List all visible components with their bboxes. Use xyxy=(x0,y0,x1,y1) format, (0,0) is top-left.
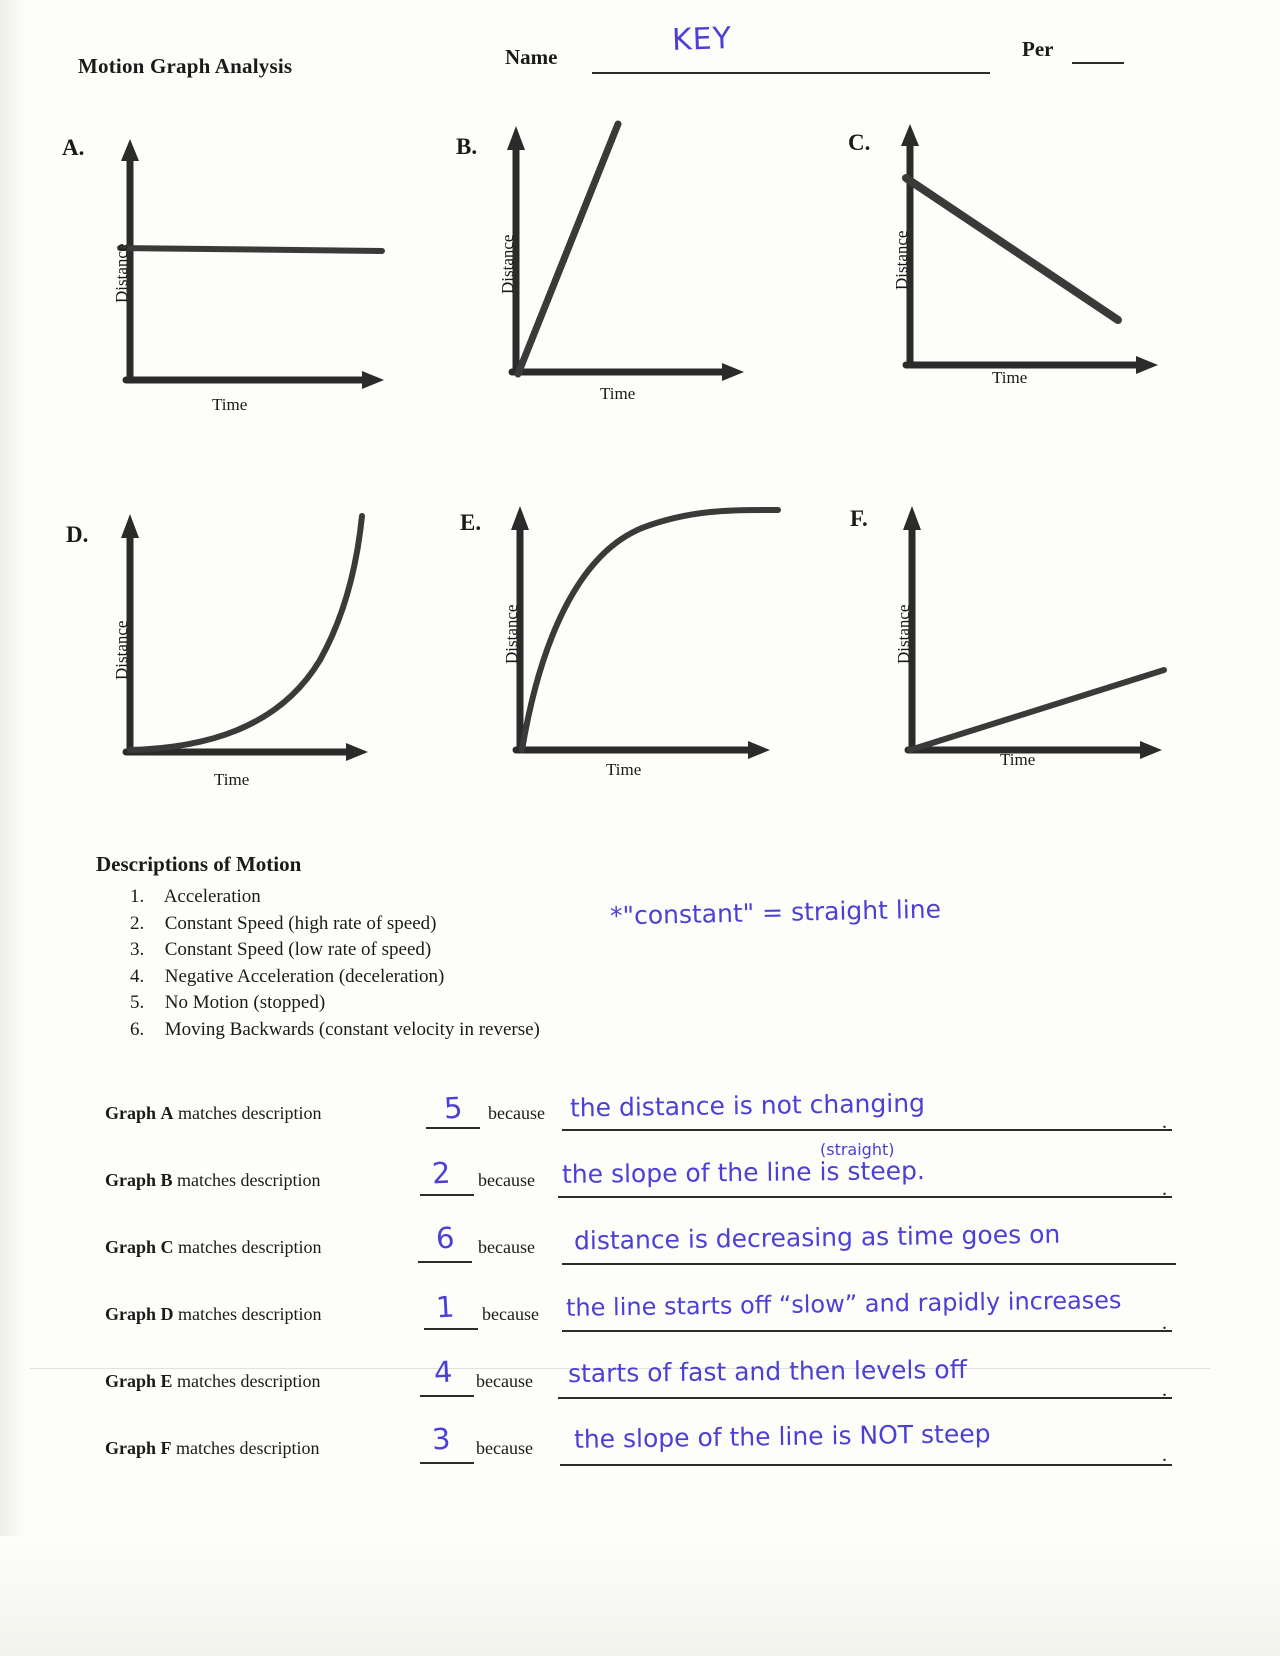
list-item-label: Moving Backwards (constant velocity in reverse) xyxy=(164,1018,540,1040)
answer-graph-word: Graph xyxy=(105,1438,157,1458)
answer-period: . xyxy=(1162,1111,1167,1133)
answers-section xyxy=(0,1085,1280,1487)
name-label: Name xyxy=(505,45,558,69)
list-item xyxy=(130,990,540,1017)
answer-reason-rule[interactable] xyxy=(562,1263,1176,1265)
answer-prefix-b xyxy=(105,1170,321,1191)
constant-annotation-handwritten: *"constant" = straight line xyxy=(609,894,942,931)
answer-because-a: because xyxy=(488,1103,545,1123)
list-item-number: 6. xyxy=(130,1018,145,1040)
answer-matches-text: matches description xyxy=(176,1438,320,1458)
list-item xyxy=(130,964,540,991)
answer-reason-c: distance is decreasing as time goes on xyxy=(573,1219,1061,1256)
list-item-label: Acceleration xyxy=(163,886,261,907)
graph-f-letter: F. xyxy=(850,506,868,531)
list-item xyxy=(130,884,540,911)
graph-f-x-axis-label: Time xyxy=(1000,750,1036,769)
answer-number-rule[interactable] xyxy=(424,1328,478,1330)
answer-matches-text: matches description xyxy=(177,1371,321,1391)
graph-d-letter: D. xyxy=(66,522,89,547)
list-item-label: Negative Acceleration (deceleration) xyxy=(164,965,445,987)
list-item-label: Constant Speed (low rate of speed) xyxy=(164,939,432,960)
graph-e xyxy=(460,492,812,792)
list-item-number: 1. xyxy=(130,886,145,907)
answer-because-c: because xyxy=(478,1237,535,1257)
graph-f xyxy=(850,492,1202,792)
graph-b-x-axis-label: Time xyxy=(600,384,636,403)
graph-e-x-axis-label: Time xyxy=(606,760,642,779)
answer-matches-text: matches description xyxy=(178,1304,322,1324)
answer-reason-rule[interactable] xyxy=(562,1330,1172,1332)
answer-graph-letter: A xyxy=(160,1103,174,1123)
answer-reason-b-extra: (straight) xyxy=(820,1140,895,1159)
list-item-label: Constant Speed (high rate of speed) xyxy=(164,912,437,934)
answer-prefix-e xyxy=(105,1371,321,1392)
graph-a-letter: A. xyxy=(62,135,85,160)
answer-matches-text: matches description xyxy=(178,1103,322,1123)
answer-graph-letter: F xyxy=(160,1438,172,1458)
answer-number-b: 2 xyxy=(431,1155,452,1191)
answer-number-rule[interactable] xyxy=(426,1127,480,1129)
answer-prefix-f xyxy=(105,1438,319,1459)
answer-number-rule[interactable] xyxy=(420,1194,474,1196)
answer-row-b xyxy=(0,1140,1280,1219)
graph-d xyxy=(66,500,422,800)
graph-c xyxy=(848,110,1200,410)
answer-prefix-a xyxy=(105,1103,321,1124)
list-item-number: 4. xyxy=(130,965,145,987)
graph-e-letter: E. xyxy=(460,510,482,535)
answer-row-d xyxy=(0,1286,1280,1353)
answer-because-f: because xyxy=(476,1438,533,1458)
answer-reason-rule[interactable] xyxy=(562,1129,1172,1131)
list-item-number: 5. xyxy=(130,992,145,1013)
answer-number-d: 1 xyxy=(435,1289,456,1325)
answer-reason-rule[interactable] xyxy=(558,1196,1172,1198)
answer-reason-rule[interactable] xyxy=(560,1464,1172,1466)
descriptions-heading: Descriptions of Motion xyxy=(96,852,302,876)
answer-reason-b: the slope of the line is steep. xyxy=(561,1156,925,1189)
answer-row-a xyxy=(0,1085,1280,1152)
answer-number-f: 3 xyxy=(431,1421,452,1457)
answer-reason-a: the distance is not changing xyxy=(569,1088,926,1123)
answer-matches-text: matches description xyxy=(178,1237,322,1257)
answer-number-e: 4 xyxy=(433,1354,454,1390)
answer-row-c xyxy=(0,1219,1280,1286)
answer-prefix-d xyxy=(105,1304,321,1325)
answer-graph-word: Graph xyxy=(105,1170,157,1190)
graph-c-letter: C. xyxy=(848,130,871,155)
answer-graph-letter: D xyxy=(160,1304,174,1324)
answer-graph-letter: B xyxy=(160,1170,173,1190)
answer-number-c: 6 xyxy=(435,1220,456,1256)
list-item-number: 2. xyxy=(130,912,145,934)
answer-number-rule[interactable] xyxy=(420,1462,474,1464)
graph-e-y-axis-label: Distance xyxy=(502,604,521,664)
graph-c-y-axis-label: Distance xyxy=(892,230,911,290)
graph-a-y-axis-label: Distance xyxy=(112,243,131,303)
answer-because-b: because xyxy=(478,1170,535,1190)
answer-period: . xyxy=(1162,1379,1167,1401)
answer-number-a: 5 xyxy=(443,1090,464,1126)
page-title: Motion Graph Analysis xyxy=(78,54,293,78)
answer-graph-letter: C xyxy=(160,1237,174,1257)
answer-reason-d: the line starts off “slow” and rapidly increases xyxy=(565,1286,1122,1322)
answer-row-f xyxy=(0,1420,1280,1487)
answer-graph-word: Graph xyxy=(105,1304,157,1324)
scan-edge-bottom xyxy=(0,1536,1280,1656)
answer-period: . xyxy=(1162,1444,1167,1466)
list-item xyxy=(130,1017,540,1044)
answer-period: . xyxy=(1162,1312,1167,1334)
graph-b xyxy=(456,112,808,412)
answer-because-e: because xyxy=(476,1371,533,1391)
graph-b-letter: B. xyxy=(456,134,478,159)
graph-a xyxy=(62,125,420,425)
list-item-number: 3. xyxy=(130,939,145,960)
answer-matches-text: matches description xyxy=(177,1170,321,1190)
name-value-handwritten: KEY xyxy=(671,20,733,59)
answer-graph-letter: E xyxy=(160,1371,173,1391)
graph-d-x-axis-label: Time xyxy=(214,770,250,789)
graph-f-y-axis-label: Distance xyxy=(894,604,913,664)
answer-because-d: because xyxy=(482,1304,539,1324)
list-item xyxy=(130,911,540,938)
period-rule xyxy=(1072,62,1124,64)
list-item xyxy=(130,937,540,964)
graph-b-y-axis-label: Distance xyxy=(498,234,517,294)
descriptions-list xyxy=(130,884,540,1043)
list-item-label: No Motion (stopped) xyxy=(164,992,326,1013)
period-label: Per xyxy=(1022,37,1054,61)
answer-number-rule[interactable] xyxy=(418,1261,472,1263)
answer-reason-e: starts of fast and then levels off xyxy=(567,1354,968,1389)
answer-graph-word: Graph xyxy=(105,1237,157,1257)
answer-prefix-c xyxy=(105,1237,321,1258)
answer-row-e xyxy=(0,1353,1280,1420)
graph-d-y-axis-label: Distance xyxy=(112,620,131,680)
answer-reason-rule[interactable] xyxy=(558,1397,1172,1399)
graph-a-x-axis-label: Time xyxy=(212,395,248,414)
answer-number-rule[interactable] xyxy=(420,1395,474,1397)
answer-reason-f: the slope of the line is NOT steep xyxy=(573,1419,991,1454)
answer-graph-word: Graph xyxy=(105,1371,157,1391)
answer-period: . xyxy=(1162,1178,1167,1200)
answer-graph-word: Graph xyxy=(105,1103,157,1123)
name-rule xyxy=(592,72,990,74)
graph-c-x-axis-label: Time xyxy=(992,368,1028,387)
